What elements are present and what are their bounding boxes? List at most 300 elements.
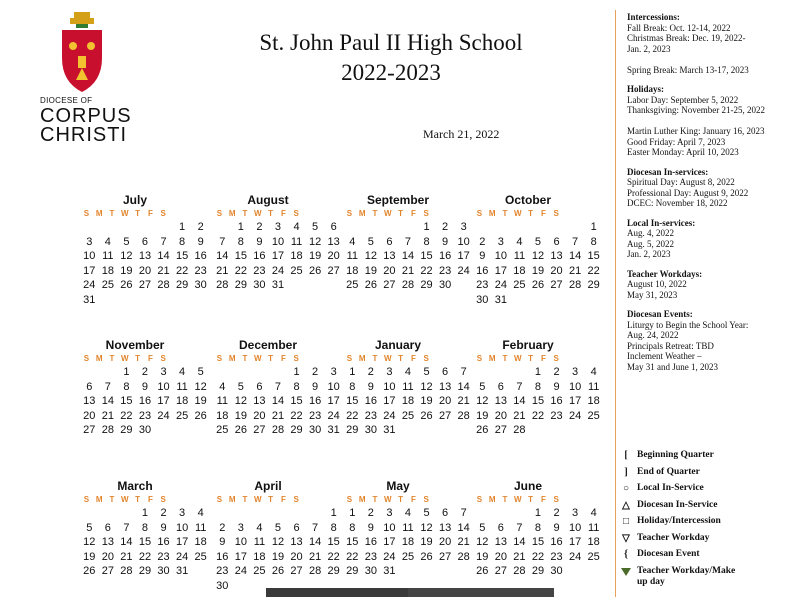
day-cell: 11	[216, 395, 228, 407]
month-october	[473, 193, 603, 307]
day-grid	[80, 220, 210, 307]
day-cell: 3	[386, 507, 393, 519]
sidebar-line: May 31, 2023	[627, 289, 678, 300]
day-grid	[213, 220, 343, 293]
weekday-label: T	[502, 209, 508, 218]
day-cell: 17	[271, 250, 285, 262]
day-cell: 4	[590, 507, 597, 519]
day-cell: 21	[216, 264, 229, 277]
day-cell: 21	[401, 264, 415, 277]
sidebar-heading: Teacher Workdays:	[627, 268, 703, 279]
day-cell: 19	[420, 395, 433, 407]
day-cell: 29	[420, 279, 433, 291]
day-cell: 2	[367, 366, 374, 378]
weekday-label: F	[410, 354, 416, 363]
day-cell: 29	[234, 279, 247, 291]
diocese-label: DIOCESE OF	[40, 96, 93, 105]
day-cell: 24	[383, 550, 396, 563]
day-cell: 23	[476, 279, 489, 291]
weekday-label: S	[216, 354, 223, 363]
blank-day	[566, 220, 585, 235]
day-cell: 11	[346, 250, 358, 262]
blank-day	[547, 220, 566, 235]
day-cell: 9	[219, 536, 226, 548]
day-cell: 17	[234, 550, 247, 563]
day-cell: 29	[175, 279, 189, 291]
day-cell: 27	[438, 409, 452, 422]
day-cell: 12	[476, 536, 489, 548]
day-cell: 15	[120, 395, 133, 407]
day-cell: 2	[479, 235, 486, 248]
day-cell: 18	[175, 395, 189, 407]
day-cell: 6	[293, 521, 300, 534]
day-cell: 5	[123, 235, 130, 248]
day-cell: 24	[568, 409, 582, 422]
day-cell: 7	[123, 521, 130, 534]
day-cell: 2	[553, 507, 560, 519]
weekday-header	[343, 208, 473, 220]
sidebar-line: DCEC: November 18, 2022	[627, 198, 728, 208]
day-cell: 19	[476, 409, 489, 422]
sidebar-line: Christmas Break: Dec. 19, 2022-	[627, 33, 746, 43]
sidebar-line: Aug. 4, 2022	[627, 228, 674, 238]
day-cell: 28	[513, 424, 526, 436]
day-grid	[473, 220, 603, 307]
weekday-header	[343, 353, 473, 365]
day-cell: 20	[494, 409, 507, 422]
day-cell: 22	[327, 550, 340, 563]
day-cell: 14	[568, 250, 582, 262]
day-cell: 4	[219, 380, 226, 393]
day-cell: 29	[346, 565, 359, 577]
day-cell: 8	[349, 521, 356, 534]
weekday-label: S	[216, 209, 223, 218]
day-cell: 25	[290, 264, 303, 277]
weekday-label: T	[268, 354, 274, 363]
day-cell: 13	[550, 250, 563, 262]
day-cell: 11	[194, 521, 207, 534]
legend-item	[620, 450, 795, 467]
weekday-label: M	[95, 354, 103, 363]
circle-icon: ○	[622, 483, 630, 494]
legend-item	[620, 549, 795, 566]
day-cell: 23	[550, 409, 563, 422]
day-cell: 16	[253, 250, 266, 262]
day-cell: 10	[457, 235, 470, 248]
day-cell: 4	[197, 507, 204, 519]
weekday-label: S	[423, 209, 429, 218]
day-cell: 5	[86, 521, 93, 534]
day-cell: 3	[572, 507, 579, 519]
toolbar-segment-right[interactable]	[408, 588, 554, 597]
weekday-label: F	[410, 495, 416, 504]
day-cell: 19	[308, 250, 322, 262]
day-cell: 3	[572, 366, 579, 378]
day-cell: 10	[83, 250, 96, 262]
day-cell: 15	[531, 395, 545, 407]
day-cell: 11	[402, 380, 414, 393]
day-cell: 26	[364, 279, 377, 291]
blank-day	[473, 220, 492, 235]
toolbar-segment-left[interactable]	[266, 588, 408, 597]
day-cell: 12	[271, 536, 285, 548]
day-cell: 12	[531, 250, 545, 262]
day-cell: 25	[513, 279, 526, 291]
legend-item	[620, 467, 795, 484]
day-cell: 20	[438, 395, 452, 407]
day-cell: 26	[420, 409, 433, 422]
blank-day	[492, 220, 511, 235]
day-cell: 22	[587, 264, 600, 277]
day-cell: 5	[367, 235, 374, 248]
day-cell: 15	[138, 536, 152, 548]
weekday-header	[473, 353, 603, 365]
day-cell: 10	[327, 380, 340, 393]
day-cell: 30	[157, 565, 170, 577]
weekday-label: T	[268, 209, 274, 218]
day-cell: 24	[327, 409, 340, 422]
day-cell: 1	[141, 507, 149, 519]
day-cell: 27	[494, 565, 507, 577]
weekday-label: S	[160, 209, 166, 218]
sidebar-heading: Local In-services:	[627, 217, 696, 228]
month-name: November	[105, 338, 165, 352]
day-cell: 23	[364, 409, 377, 422]
day-cell: 25	[401, 550, 415, 563]
sidebar-heading: Holidays:	[627, 84, 665, 94]
day-cell: 14	[513, 536, 526, 548]
day-cell: 26	[531, 279, 545, 291]
day-cell: 14	[457, 521, 470, 534]
weekday-label: W	[514, 209, 522, 218]
day-cell: 21	[513, 409, 526, 422]
day-cell: 8	[349, 380, 356, 393]
day-cell: 17	[457, 250, 470, 262]
weekday-label: S	[553, 495, 559, 504]
sidebar-section	[627, 269, 792, 301]
sidebar-section	[627, 167, 792, 209]
day-cell: 28	[457, 409, 470, 422]
day-cell: 7	[516, 380, 523, 393]
sidebar-line: Aug. 24, 2022	[627, 330, 679, 340]
day-cell: 18	[194, 536, 207, 548]
month-september	[343, 193, 473, 293]
day-cell: 25	[346, 279, 359, 291]
day-cell: 5	[312, 221, 319, 233]
day-cell: 18	[346, 264, 359, 277]
day-cell: 12	[364, 250, 377, 262]
month-august	[213, 193, 343, 293]
sidebar-line: Aug. 5, 2022	[627, 238, 674, 249]
day-cell: 29	[587, 279, 600, 291]
day-cell: 30	[253, 279, 266, 291]
day-cell: 19	[120, 264, 133, 277]
day-cell: 16	[438, 250, 452, 262]
day-cell: 11	[587, 521, 600, 534]
day-cell: 1	[423, 221, 430, 233]
weekday-label: S	[553, 354, 559, 363]
weekday-header	[213, 353, 343, 365]
weekday-label: T	[398, 354, 404, 363]
weekday-label: F	[147, 495, 153, 504]
blank-day	[510, 365, 529, 380]
blank-day	[154, 220, 173, 235]
day-cell: 13	[327, 235, 340, 248]
day-cell: 26	[120, 279, 133, 291]
day-cell: 20	[290, 550, 303, 563]
day-cell: 30	[138, 424, 152, 436]
weekday-label: T	[398, 209, 404, 218]
weekday-label: W	[121, 354, 129, 363]
month-march	[80, 479, 210, 579]
day-cell: 26	[83, 565, 96, 577]
day-cell: 27	[438, 550, 452, 563]
day-cell: 5	[479, 380, 486, 393]
day-cell: 5	[423, 366, 430, 378]
day-cell: 16	[138, 395, 152, 407]
day-cell: 20	[327, 250, 340, 262]
legend-label: Teacher Workday	[637, 532, 710, 543]
legend-label: Diocesan Event	[637, 549, 700, 559]
month-february	[473, 338, 603, 438]
weekday-label: S	[476, 495, 483, 504]
blank-day	[473, 365, 492, 380]
day-cell: 11	[253, 536, 266, 548]
weekday-header	[80, 208, 210, 220]
weekday-header	[80, 353, 210, 365]
weekday-label: T	[135, 495, 141, 504]
day-cell: 2	[141, 366, 149, 378]
weekday-label: T	[528, 354, 534, 363]
legend-item	[620, 565, 795, 587]
weekday-label: S	[476, 354, 483, 363]
day-cell: 3	[274, 221, 282, 233]
day-cell: 14	[271, 395, 285, 407]
sidebar-heading: Diocesan In-services:	[627, 166, 709, 177]
day-cell: 20	[83, 409, 96, 422]
blank-day	[492, 506, 511, 521]
day-cell: 29	[120, 424, 133, 436]
weekday-label: M	[228, 495, 236, 504]
day-grid	[213, 506, 343, 593]
day-cell: 15	[234, 250, 247, 262]
day-cell: 19	[271, 550, 285, 563]
day-cell: 28	[513, 565, 526, 577]
day-cell: 12	[476, 395, 489, 407]
day-cell: 7	[104, 380, 111, 393]
sidebar-line: Inclement Weather –	[627, 351, 702, 361]
day-cell: 11	[290, 235, 303, 248]
day-cell: 6	[442, 366, 449, 378]
blank-day	[213, 220, 232, 235]
day-cell: 7	[572, 235, 579, 248]
weekday-label: S	[83, 354, 90, 363]
day-cell: 26	[194, 409, 207, 422]
day-cell: 9	[141, 380, 149, 393]
weekday-label: T	[242, 495, 248, 504]
legend-label: Local In-Service	[637, 483, 704, 493]
day-cell: 17	[383, 536, 396, 548]
day-cell: 18	[101, 264, 114, 277]
day-cell: 14	[401, 250, 415, 262]
day-grid	[80, 365, 210, 438]
day-cell: 24	[494, 279, 507, 291]
blank-day	[343, 220, 362, 235]
day-cell: 30	[308, 424, 322, 436]
day-cell: 31	[271, 279, 285, 291]
day-cell: 1	[179, 221, 186, 233]
day-cell: 27	[253, 424, 266, 436]
day-cell: 8	[330, 521, 337, 534]
day-cell: 20	[138, 264, 152, 277]
day-cell: 22	[531, 550, 545, 563]
day-cell: 20	[550, 264, 563, 277]
day-cell: 18	[290, 250, 303, 262]
blank-day	[80, 506, 99, 521]
day-cell: 31	[83, 293, 96, 306]
square-icon: □	[622, 516, 630, 527]
day-cell: 10	[494, 250, 507, 262]
day-cell: 27	[101, 565, 114, 577]
month-july	[80, 193, 210, 307]
day-cell: 5	[534, 235, 542, 248]
day-cell: 6	[553, 235, 560, 248]
day-cell: 2	[197, 221, 204, 233]
month-name: February	[502, 338, 554, 352]
day-cell: 15	[175, 250, 189, 262]
day-cell: 1	[349, 366, 356, 378]
sidebar-line	[627, 54, 792, 65]
weekday-label: S	[216, 495, 223, 504]
day-cell: 2	[367, 507, 374, 519]
day-cell: 13	[494, 536, 507, 548]
day-cell: 1	[123, 366, 130, 378]
day-cell: 8	[534, 380, 542, 393]
blank-day	[99, 365, 118, 380]
day-cell: 17	[327, 395, 340, 407]
day-cell: 6	[386, 235, 393, 248]
bracket-close-icon: ]	[624, 466, 628, 478]
day-cell: 17	[175, 536, 189, 548]
day-cell: 22	[138, 550, 152, 563]
day-cell: 27	[83, 424, 96, 436]
day-cell: 28	[157, 279, 170, 291]
day-cell: 22	[290, 409, 303, 422]
day-cell: 31	[494, 293, 507, 306]
day-cell: 3	[179, 507, 186, 519]
day-cell: 24	[271, 264, 285, 277]
month-june	[473, 479, 603, 579]
sidebar-line: Labor Day: September 5, 2022	[627, 94, 739, 105]
day-cell: 16	[308, 395, 322, 407]
weekday-header	[80, 494, 210, 506]
month-april	[213, 479, 343, 593]
day-cell: 19	[420, 536, 433, 548]
day-cell: 3	[160, 366, 167, 378]
day-cell: 15	[420, 250, 433, 262]
day-cell: 19	[83, 550, 96, 563]
day-cell: 2	[160, 507, 167, 519]
weekday-label: T	[398, 495, 404, 504]
day-grid	[343, 365, 473, 438]
sidebar-notes	[627, 12, 792, 381]
day-cell: 20	[494, 550, 507, 563]
day-cell: 15	[327, 536, 340, 548]
month-name: March	[117, 479, 153, 493]
day-cell: 22	[420, 264, 433, 277]
weekday-label: S	[160, 354, 166, 363]
day-cell: 20	[101, 550, 114, 563]
weekday-label: F	[147, 354, 153, 363]
weekday-label: T	[109, 354, 115, 363]
day-cell: 16	[364, 395, 377, 407]
day-cell: 4	[293, 221, 300, 233]
day-cell: 12	[194, 380, 207, 393]
day-cell: 13	[494, 395, 507, 407]
day-cell: 1	[293, 366, 300, 378]
day-cell: 21	[308, 550, 322, 563]
weekday-label: W	[254, 354, 262, 363]
day-cell: 6	[104, 521, 111, 534]
day-cell: 1	[534, 366, 542, 378]
day-cell: 4	[404, 507, 412, 519]
weekday-label: T	[242, 354, 248, 363]
green-triangle-icon	[620, 566, 632, 579]
blank-day	[269, 506, 288, 521]
blank-day	[232, 365, 251, 380]
day-cell: 24	[83, 279, 96, 291]
legend-item	[620, 516, 795, 533]
day-grid	[473, 506, 603, 579]
day-cell: 14	[101, 395, 114, 407]
sidebar-line: Easter Monday: April 10, 2023	[627, 147, 739, 157]
weekday-label: M	[358, 495, 366, 504]
day-cell: 13	[438, 380, 452, 393]
day-cell: 18	[587, 536, 600, 548]
sidebar-line: Jan. 2, 2023	[627, 43, 671, 54]
weekday-label: M	[358, 354, 366, 363]
day-cell: 23	[438, 264, 452, 277]
day-cell: 22	[175, 264, 189, 277]
weekday-label: T	[268, 495, 274, 504]
day-cell: 9	[367, 380, 374, 393]
day-cell: 7	[516, 521, 523, 534]
weekday-label: W	[514, 495, 522, 504]
school-year: 2022-2023	[341, 60, 441, 85]
sidebar-heading: Intercessions:	[627, 12, 680, 22]
weekday-label: M	[358, 209, 366, 218]
legend-item	[620, 483, 795, 500]
day-cell: 9	[197, 235, 204, 248]
day-grid	[343, 506, 473, 579]
day-cell: 5	[197, 366, 204, 378]
day-cell: 25	[253, 565, 266, 577]
day-cell: 5	[274, 521, 282, 534]
day-cell: 12	[420, 380, 433, 393]
day-cell: 16	[194, 250, 207, 262]
blank-day	[80, 365, 99, 380]
day-cell: 30	[438, 279, 452, 291]
weekday-label: T	[372, 495, 378, 504]
sidebar-line: May 31 and June 1, 2023	[627, 361, 718, 372]
day-cell: 7	[160, 235, 167, 248]
weekday-label: W	[384, 495, 392, 504]
month-name: June	[513, 479, 542, 493]
day-cell: 14	[120, 536, 133, 548]
day-cell: 23	[216, 565, 229, 577]
day-cell: 30	[216, 579, 229, 592]
weekday-label: F	[280, 495, 286, 504]
